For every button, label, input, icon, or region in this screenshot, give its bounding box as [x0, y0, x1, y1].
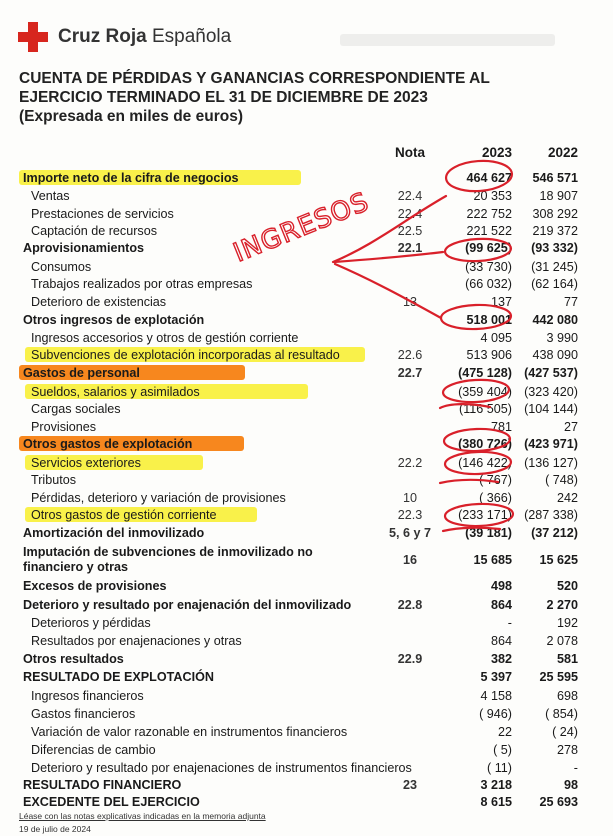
row-label: Provisiones: [31, 420, 97, 434]
row-value-2023: 781: [490, 420, 512, 434]
table-row: [0, 189, 613, 205]
row-value-2023: ( 5): [493, 743, 512, 757]
row-value-2022: 27: [563, 420, 578, 434]
row-value-2022: 438 090: [532, 348, 578, 362]
table-row: [0, 348, 613, 364]
row-nota: 16: [402, 553, 417, 567]
row-label: Amortización del inmovilizado: [23, 526, 205, 540]
row-value-2022: 546 571: [532, 171, 578, 185]
row-value-2023: (233 171): [458, 508, 512, 522]
brand-logo: [18, 22, 231, 52]
row-label: Consumos: [31, 260, 92, 274]
row-label: Aprovisionamientos: [23, 241, 145, 255]
table-row: [0, 385, 613, 401]
row-value-2023: ( 366): [479, 491, 512, 505]
row-value-2022: 18 907: [539, 189, 578, 203]
row-value-2023: ( 11): [487, 761, 512, 775]
row-label: Gastos de personal: [23, 366, 140, 380]
title-line: CUENTA DE PÉRDIDAS Y GANANCIAS CORRESPONDIENTE AL: [19, 70, 490, 87]
row-label: EXCEDENTE DEL EJERCICIO: [23, 795, 200, 809]
row-value-2022: 581: [556, 652, 578, 666]
row-value-2022: ( 748): [545, 473, 578, 487]
table-row: [0, 437, 613, 453]
row-value-2022: 192: [556, 616, 578, 630]
row-value-2022: (37 212): [531, 526, 578, 540]
row-value-2022: 77: [563, 295, 578, 309]
row-nota: 22.5: [397, 224, 423, 238]
row-nota: 22.6: [397, 348, 423, 362]
row-nota: 22.4: [397, 189, 423, 203]
title-subline: (Expresada en miles de euros): [19, 108, 243, 125]
row-label: Ingresos accesorios y otros de gestión corriente: [31, 331, 299, 345]
row-nota: 22.8: [397, 598, 423, 612]
row-value-2023: (33 730): [465, 260, 512, 274]
row-label: Imputación de subvenciones de inmovilizado no financiero y otras: [23, 545, 313, 574]
table-row: [0, 171, 613, 187]
row-value-2022: (93 332): [531, 241, 578, 255]
row-nota: 13: [402, 295, 417, 309]
row-value-2022: (423 971): [524, 437, 578, 451]
row-value-2023: 22: [497, 725, 512, 739]
row-label: Otros resultados: [23, 652, 124, 666]
table-row: [0, 707, 613, 723]
row-label: Ingresos financieros: [31, 689, 144, 703]
table-row: [0, 761, 613, 777]
table-row: [0, 689, 613, 705]
row-value-2022: 242: [556, 491, 578, 505]
brand-name: Cruz Roja Española: [58, 26, 232, 47]
table-row: [0, 634, 613, 650]
row-value-2022: ( 24): [552, 725, 578, 739]
table-row: [0, 526, 613, 542]
row-value-2023: 464 627: [466, 171, 512, 185]
row-nota: 22.2: [397, 456, 423, 470]
row-label: Pérdidas, deterioro y variación de provisiones: [31, 491, 286, 505]
table-row: [0, 331, 613, 347]
table-row: [0, 366, 613, 382]
table-row: [0, 598, 613, 614]
row-label: Otros gastos de explotación: [23, 437, 193, 451]
table-row: [0, 616, 613, 632]
column-header-nota: Nota: [395, 145, 425, 160]
column-header-2023: 2023: [481, 145, 512, 160]
row-value-2023: 498: [490, 579, 512, 593]
row-value-2022: 308 292: [532, 207, 578, 221]
row-label: Excesos de provisiones: [23, 579, 167, 593]
row-value-2023: 518 001: [466, 313, 512, 327]
row-value-2022: (427 537): [524, 366, 578, 380]
row-label: Servicios exteriores: [31, 456, 141, 470]
row-label: Otros gastos de gestión corriente: [31, 508, 217, 522]
row-value-2023: (66 032): [465, 277, 512, 291]
row-value-2023: 20 353: [473, 189, 512, 203]
row-value-2022: 3 990: [546, 331, 578, 345]
row-nota: 22.7: [397, 366, 423, 380]
row-label: Deterioros y pérdidas: [31, 616, 151, 630]
row-label: RESULTADO FINANCIERO: [23, 778, 182, 792]
table-row: [0, 508, 613, 524]
table-row: [0, 725, 613, 741]
row-label: Otros ingresos de explotación: [23, 313, 205, 327]
footer-date: 19 de julio de 2024: [19, 824, 91, 834]
row-label: Variación de valor razonable en instrumentos financieros: [31, 725, 348, 739]
row-label: Deterioro y resultado por enajenaciones de instrumentos financieros: [31, 761, 412, 775]
row-value-2023: 3 218: [480, 778, 512, 792]
table-row: [0, 743, 613, 759]
row-value-2022: 25 693: [539, 795, 578, 809]
row-value-2022: 278: [556, 743, 578, 757]
row-label: Diferencias de cambio: [31, 743, 156, 757]
row-value-2023: 4 095: [480, 331, 512, 345]
row-label: Tributos: [31, 473, 77, 487]
table-row: [0, 579, 613, 595]
red-cross-icon: [18, 22, 48, 52]
row-value-2022: 98: [563, 778, 578, 792]
row-value-2022: 2 270: [546, 598, 578, 612]
row-value-2023: (475 128): [458, 366, 512, 380]
row-value-2023: 864: [490, 598, 512, 612]
table-row: [0, 260, 613, 276]
row-value-2022: (287 338): [524, 508, 578, 522]
row-nota: 22.9: [397, 652, 423, 666]
row-value-2022: -: [573, 761, 578, 775]
table-row: [0, 313, 613, 329]
row-value-2023: 382: [490, 652, 512, 666]
row-value-2022: 219 372: [532, 224, 578, 238]
table-row: [0, 491, 613, 507]
row-value-2023: (39 181): [465, 526, 512, 540]
row-value-2022: 2 078: [546, 634, 578, 648]
row-label: Importe neto de la cifra de negocios: [23, 171, 239, 185]
row-label: Prestaciones de servicios: [31, 207, 174, 221]
handwritten-ingresos: INGRESOS: [229, 187, 374, 269]
row-label: Trabajos realizados por otras empresas: [31, 277, 253, 291]
row-label: Captación de recursos: [31, 224, 158, 238]
row-value-2023: (116 505): [459, 402, 512, 416]
table-row: [0, 652, 613, 668]
row-value-2023: (99 625): [465, 241, 512, 255]
row-nota: 23: [402, 778, 417, 792]
table-row: [0, 207, 613, 223]
row-value-2023: 137: [490, 295, 512, 309]
row-value-2022: (31 245): [531, 260, 578, 274]
row-value-2023: -: [507, 616, 512, 630]
row-label: Deterioro de existencias: [31, 295, 167, 309]
row-value-2023: (380 726): [458, 437, 512, 451]
row-value-2023: 4 158: [480, 689, 512, 703]
row-value-2022: (62 164): [531, 277, 578, 291]
row-label: Subvenciones de explotación incorporadas al resultado: [31, 348, 340, 362]
show-through-text: [340, 34, 555, 46]
row-nota: 5, 6 y 7: [388, 526, 431, 540]
row-value-2023: (359 404): [458, 385, 512, 399]
row-value-2023: 5 397: [480, 670, 512, 684]
table-row: [0, 420, 613, 436]
title-line: EJERCICIO TERMINADO EL 31 DE DICIEMBRE DE 2023: [19, 89, 428, 106]
row-value-2022: (323 420): [524, 385, 578, 399]
row-label: Deterioro y resultado por enajenación del inmovilizado: [23, 598, 352, 612]
table-row: [0, 277, 613, 293]
table-row: [0, 241, 613, 257]
row-value-2023: (146 422): [458, 456, 512, 470]
row-value-2022: 25 595: [539, 670, 578, 684]
row-nota: 22.4: [397, 207, 423, 221]
table-row: [0, 402, 613, 418]
row-value-2023: 222 752: [466, 207, 512, 221]
row-value-2022: 442 080: [532, 313, 578, 327]
row-nota: 22.3: [397, 508, 423, 522]
table-row: [0, 456, 613, 472]
row-label: RESULTADO DE EXPLOTACIÓN: [23, 670, 215, 684]
page-title: [19, 69, 579, 126]
column-header-2022: 2022: [547, 145, 578, 160]
row-nota: 10: [402, 491, 417, 505]
row-value-2023: 864: [490, 634, 512, 648]
row-value-2023: 15 685: [473, 553, 512, 567]
row-value-2023: 8 615: [480, 795, 512, 809]
row-value-2023: ( 767): [479, 473, 512, 487]
row-value-2023: ( 946): [479, 707, 512, 721]
footnote: Léase con las notas explicativas indicadas en la memoria adjunta: [19, 811, 266, 821]
table-row: [0, 224, 613, 240]
row-value-2022: (136 127): [524, 456, 578, 470]
row-value-2023: 221 522: [466, 224, 512, 238]
row-value-2022: ( 854): [545, 707, 578, 721]
row-value-2023: 513 906: [466, 348, 512, 362]
row-label: Sueldos, salarios y asimilados: [31, 385, 200, 399]
row-value-2022: 698: [556, 689, 578, 703]
row-label: Resultados por enajenaciones y otras: [31, 634, 242, 648]
row-nota: 22.1: [397, 241, 423, 255]
table-row: [0, 670, 613, 686]
row-value-2022: (104 144): [524, 402, 578, 416]
row-label: Gastos financieros: [31, 707, 136, 721]
table-row: [0, 778, 613, 794]
row-value-2022: 15 625: [539, 553, 578, 567]
table-row: [0, 795, 613, 811]
table-row: [0, 473, 613, 489]
row-label: Cargas sociales: [31, 402, 121, 416]
table-row: [0, 545, 613, 577]
row-label: Ventas: [31, 189, 70, 203]
table-row: [0, 295, 613, 311]
row-value-2022: 520: [556, 579, 578, 593]
